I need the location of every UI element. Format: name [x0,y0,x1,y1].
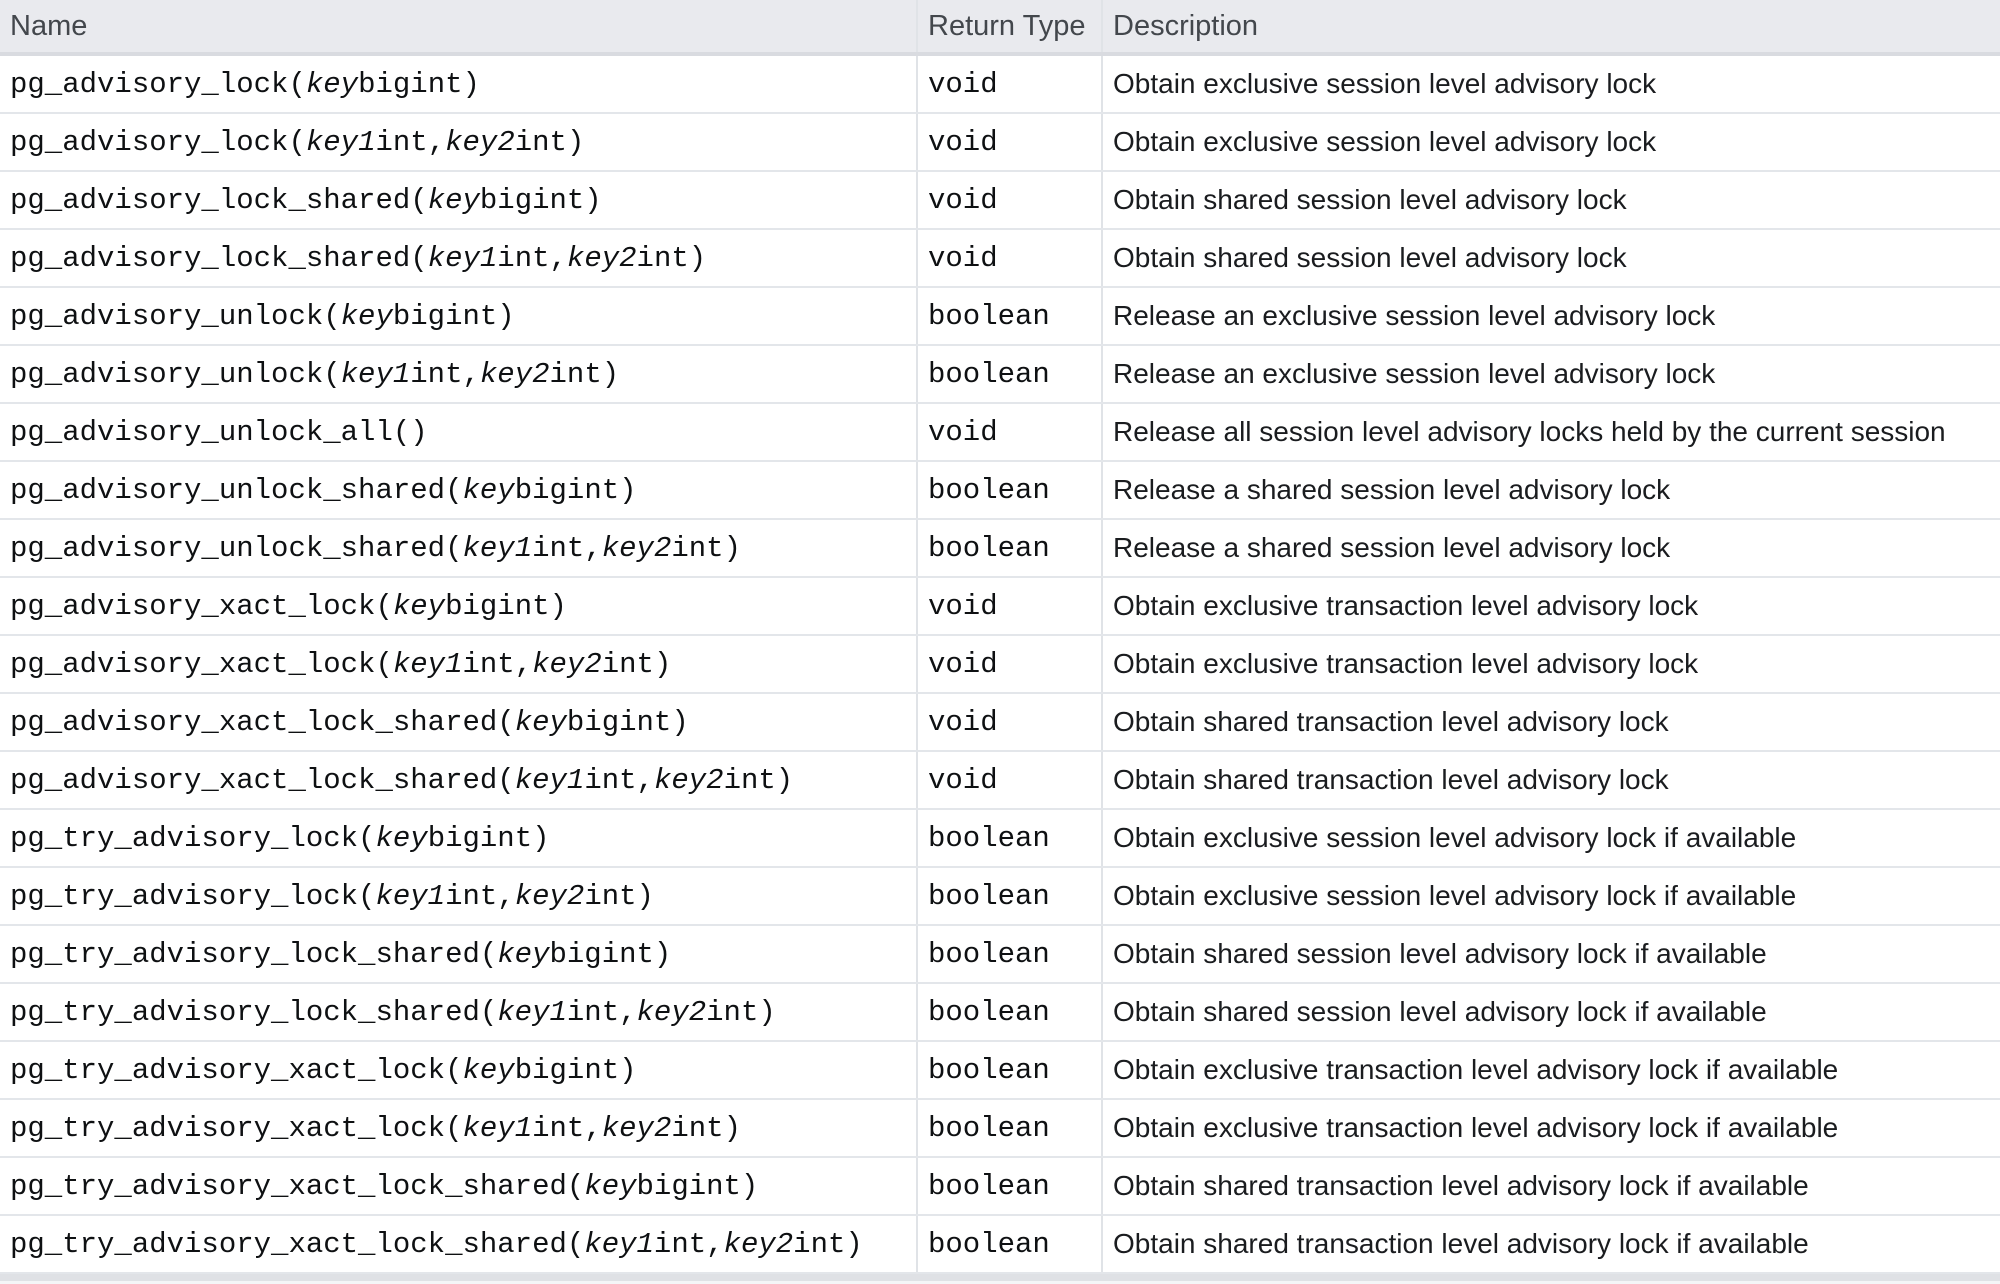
description-cell: Release all session level advisory locks held by the current session [1113,416,1946,447]
table-header-row [0,0,2000,56]
function-name-text: bigint) [514,473,637,507]
description-cell: Obtain exclusive transaction level advisory lock if available [1113,1054,1839,1085]
description-cell: Obtain shared session level advisory lock if available [1113,996,1767,1027]
parameter-name: key [392,589,446,623]
function-name-text: int) [671,1111,741,1145]
parameter-name: key [514,705,567,739]
parameter-name: key2 [445,125,515,159]
function-name-text: pg_advisory_xact_lock( [10,647,393,681]
function-name-text: pg_advisory_unlock_shared( [10,531,463,565]
function-name-text: pg_advisory_lock( [10,67,306,101]
parameter-name: key [340,299,393,333]
function-name-cell [0,1158,918,1214]
description-cell: Obtain shared session level advisory lock [1113,184,1627,215]
function-name-cell [0,288,918,344]
parameter-name: key1 [462,531,533,565]
function-name-text: pg_advisory_xact_lock_shared( [10,763,515,797]
function-name-text: int) [549,357,620,391]
table-row [0,752,2000,810]
parameter-name: key [497,937,550,971]
function-name-text: pg_try_advisory_lock( [10,821,376,855]
parameter-name: key1 [584,1227,654,1261]
function-name-text: pg_advisory_unlock( [10,299,341,333]
parameter-name: key2 [532,647,602,681]
description-cell: Obtain exclusive session level advisory lock [1113,68,1657,99]
function-name-text: int, [410,357,480,391]
function-name-text: int, [497,241,567,275]
function-name-text: bigint) [358,67,480,101]
parameter-name: key2 [601,1111,672,1145]
description-cell: Obtain shared transaction level advisory lock if available [1113,1228,1809,1259]
description-cell: Release a shared session level advisory lock [1113,532,1671,563]
function-name-cell [0,694,918,750]
description-cell: Release a shared session level advisory lock [1113,474,1671,505]
function-name-text: int, [653,1227,724,1261]
function-name-cell [0,1042,918,1098]
function-name-text: pg_advisory_xact_lock_shared( [10,705,515,739]
function-name-text: int, [532,1111,602,1145]
function-name-text: bigint) [392,299,515,333]
parameter-name: key2 [723,1227,794,1261]
function-name-text: int) [793,1227,863,1261]
parameter-name: key [584,1169,637,1203]
function-name-text: pg_advisory_unlock_all() [10,415,428,449]
function-name-text: pg_try_advisory_xact_lock_shared( [10,1169,585,1203]
return-type-cell: void [918,230,1103,286]
table-body [0,56,2000,1274]
return-type-cell: boolean [918,462,1103,518]
return-type-cell: boolean [918,926,1103,982]
return-type-cell: boolean [918,288,1103,344]
function-name-text: pg_try_advisory_xact_lock( [10,1111,463,1145]
table-row [0,172,2000,230]
table-row [0,346,2000,404]
function-name-cell [0,56,918,112]
return-type-cell: boolean [918,868,1103,924]
function-name-text: pg_advisory_xact_lock( [10,589,393,623]
function-name-text: pg_try_advisory_lock_shared( [10,995,498,1029]
return-type-cell: void [918,404,1103,460]
return-type-cell: void [918,578,1103,634]
description-cell: Obtain exclusive transaction level advisory lock [1113,590,1699,621]
table-row [0,926,2000,984]
parameter-name: key2 [636,995,707,1029]
table-row [0,636,2000,694]
table-row [0,288,2000,346]
function-name-text: int) [671,531,741,565]
function-name-text: int) [584,879,654,913]
description-cell: Obtain shared transaction level advisory lock if available [1113,1170,1809,1201]
table-row [0,578,2000,636]
description-cell: Obtain shared transaction level advisory lock [1113,764,1669,795]
function-name-cell [0,810,918,866]
function-name-text: int, [462,647,533,681]
return-type-cell: boolean [918,1042,1103,1098]
return-type-cell: void [918,752,1103,808]
function-name-text: bigint) [549,937,672,971]
parameter-name: key1 [497,995,567,1029]
parameter-name: key [305,67,359,101]
column-header-return-type: Return Type [918,0,1103,52]
function-name-text: bigint) [566,705,689,739]
description-cell: Obtain exclusive transaction level advisory lock [1113,648,1699,679]
function-name-text: int) [706,995,776,1029]
return-type-cell: void [918,114,1103,170]
function-name-text: pg_advisory_lock_shared( [10,183,428,217]
table-row [0,1042,2000,1100]
table-row [0,404,2000,462]
function-name-cell [0,868,918,924]
function-name-cell [0,462,918,518]
function-name-text: int, [584,763,654,797]
description-cell: Obtain exclusive session level advisory lock if available [1113,880,1797,911]
function-name-cell [0,636,918,692]
function-name-text: pg_try_advisory_lock_shared( [10,937,498,971]
function-name-text: pg_advisory_unlock( [10,357,341,391]
description-cell: Obtain shared session level advisory lock [1113,242,1627,273]
function-name-text: int) [636,241,707,275]
description-cell: Release an exclusive session level advisory lock [1113,300,1716,331]
function-name-cell [0,984,918,1040]
function-name-cell [0,520,918,576]
table-row [0,810,2000,868]
parameter-name: key2 [479,357,550,391]
return-type-cell: void [918,56,1103,112]
return-type-cell: boolean [918,1158,1103,1214]
function-name-text: pg_advisory_lock( [10,125,306,159]
function-name-text: int, [566,995,637,1029]
parameter-name: key2 [653,763,724,797]
function-name-text: pg_advisory_lock_shared( [10,241,428,275]
return-type-cell: boolean [918,1100,1103,1156]
table-row [0,230,2000,288]
description-cell: Obtain shared transaction level advisory lock [1113,706,1669,737]
function-name-text: pg_try_advisory_xact_lock( [10,1053,463,1087]
return-type-cell: boolean [918,810,1103,866]
function-name-cell [0,114,918,170]
function-name-text: int) [514,125,585,159]
function-name-text: bigint) [445,589,567,623]
function-name-text: int, [532,531,602,565]
parameter-name: key2 [566,241,637,275]
parameter-name: key2 [601,531,672,565]
table-row [0,868,2000,926]
table-row [0,1216,2000,1274]
function-name-text: bigint) [427,821,550,855]
return-type-cell: boolean [918,1216,1103,1272]
table-row [0,1100,2000,1158]
table-row [0,462,2000,520]
parameter-name: key [462,473,515,507]
parameter-name: key1 [340,357,411,391]
function-name-cell [0,1216,918,1272]
function-name-cell [0,172,918,228]
return-type-cell: void [918,694,1103,750]
table-row [0,984,2000,1042]
parameter-name: key1 [427,241,498,275]
function-name-text: int, [445,879,515,913]
parameter-name: key [375,821,428,855]
description-cell: Obtain exclusive session level advisory lock if available [1113,822,1797,853]
description-cell: Release an exclusive session level advisory lock [1113,358,1716,389]
table-row [0,114,2000,172]
function-name-text: pg_try_advisory_xact_lock_shared( [10,1227,585,1261]
table-row [0,1158,2000,1216]
return-type-cell: boolean [918,984,1103,1040]
column-header-description: Description [1113,9,1259,42]
table-bottom-border-strip [0,1274,2000,1281]
description-cell: Obtain exclusive session level advisory lock [1113,126,1657,157]
function-name-cell [0,578,918,634]
function-name-text: bigint) [514,1053,637,1087]
table-row [0,56,2000,114]
function-name-cell [0,404,918,460]
table-row [0,520,2000,578]
function-name-cell [0,926,918,982]
return-type-cell: void [918,636,1103,692]
parameter-name: key [462,1053,515,1087]
parameter-name: key1 [305,125,376,159]
function-name-text: int, [375,125,446,159]
function-name-text: bigint) [636,1169,759,1203]
parameter-name: key1 [392,647,463,681]
parameter-name: key1 [514,763,585,797]
function-name-cell [0,752,918,808]
description-cell: Obtain exclusive transaction level advisory lock if available [1113,1112,1839,1143]
return-type-cell: boolean [918,520,1103,576]
return-type-cell: boolean [918,346,1103,402]
function-name-text: int) [723,763,794,797]
function-name-text: bigint) [479,183,602,217]
description-cell: Obtain shared session level advisory lock if available [1113,938,1767,969]
parameter-name: key [427,183,480,217]
function-name-cell [0,1100,918,1156]
function-name-text: pg_advisory_unlock_shared( [10,473,463,507]
function-name-cell [0,346,918,402]
column-header-name: Name [0,0,918,52]
function-name-text: int) [601,647,672,681]
function-name-cell [0,230,918,286]
return-type-cell: void [918,172,1103,228]
parameter-name: key1 [375,879,446,913]
table-row [0,694,2000,752]
parameter-name: key2 [514,879,585,913]
parameter-name: key1 [462,1111,533,1145]
function-name-text: pg_try_advisory_lock( [10,879,376,913]
